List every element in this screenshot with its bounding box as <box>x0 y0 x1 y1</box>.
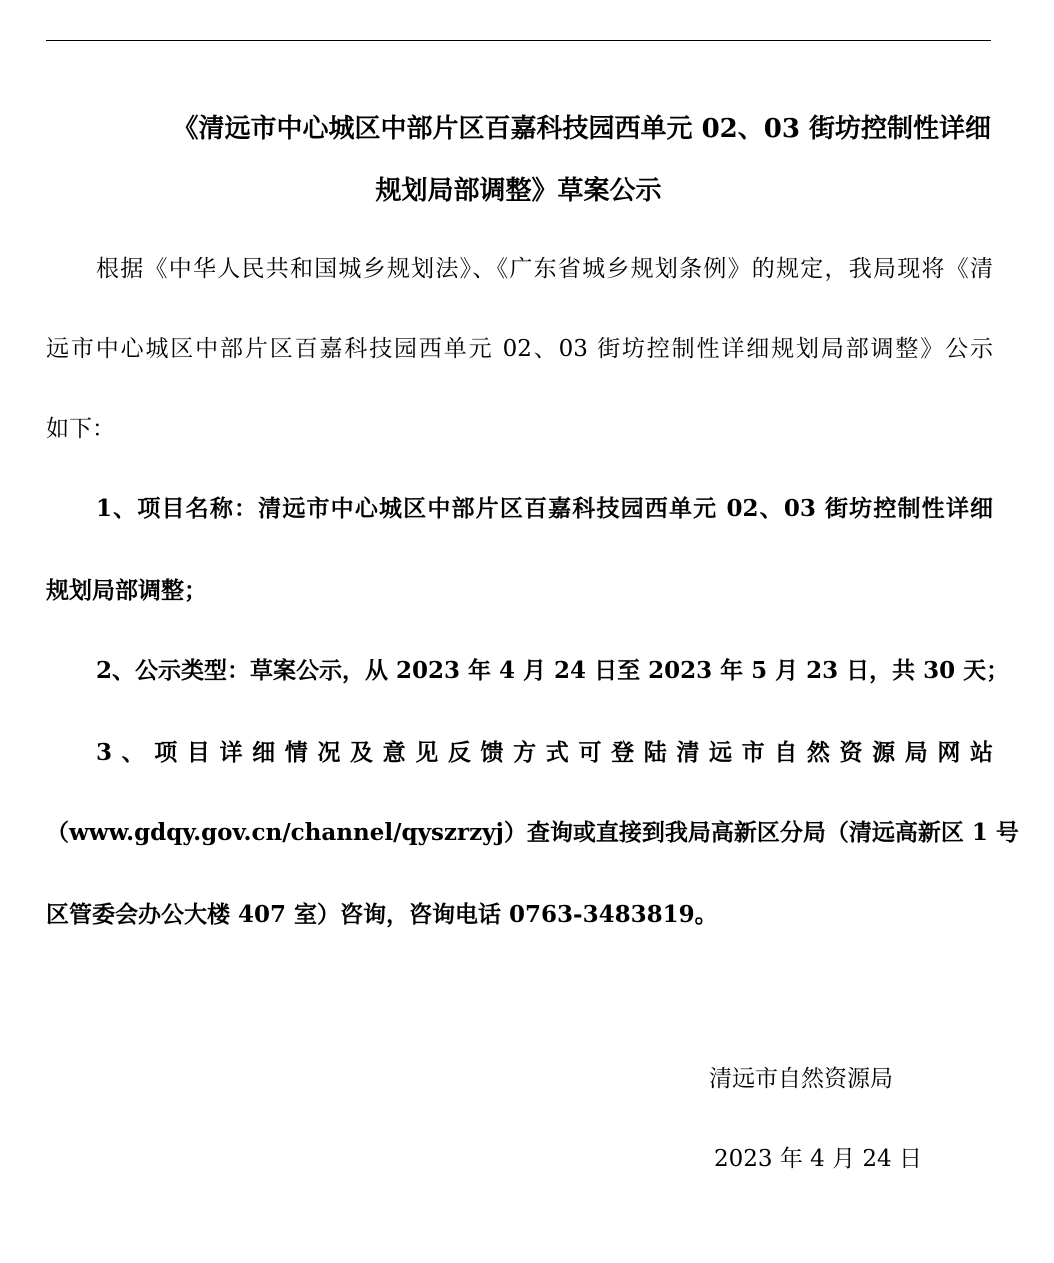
intro-paragraph-line-2: 远市中心城区中部片区百嘉科技园西单元 02、03 街坊控制性详细规划局部调整》公示 <box>46 336 993 362</box>
document-title-line-1: 《清远市中心城区中部片区百嘉科技园西单元 02、03 街坊控制性详细 <box>172 114 991 144</box>
document-title-line-2: 规划局部调整》草案公示 <box>375 176 662 206</box>
item-feedback-line-1: 3、项目详细情况及意见反馈方式可登陆清远市自然资源局网站 <box>96 739 993 766</box>
item-feedback-line-3: 区管委会办公大楼 407 室）咨询，咨询电话 0763-3483819。 <box>46 901 718 928</box>
intro-paragraph-line-3: 如下： <box>46 416 115 442</box>
item-publicity-type: 2、公示类型：草案公示，从 2023 年 4 月 24 日至 2023 年 5 月 23 日，共 30 天； <box>96 657 1010 684</box>
item-project-name-line-1: 1、项目名称：清远市中心城区中部片区百嘉科技园西单元 02、03 街坊控制性详细 <box>96 495 993 522</box>
intro-paragraph-line-1: 根据《中华人民共和国城乡规划法》、《广东省城乡规划条例》的规定，我局现将《清 <box>96 256 993 282</box>
item-feedback-line-2: （www.gdqy.gov.cn/channel/qyszrzyj）查询或直接到我局高新区分局（清远高新区 1 号 <box>46 819 1019 846</box>
signature-organization: 清远市自然资源局 <box>709 1066 893 1092</box>
signature-date: 2023 年 4 月 24 日 <box>714 1146 922 1172</box>
header-rule <box>46 40 991 41</box>
item-project-name-line-2: 规划局部调整； <box>46 577 207 604</box>
